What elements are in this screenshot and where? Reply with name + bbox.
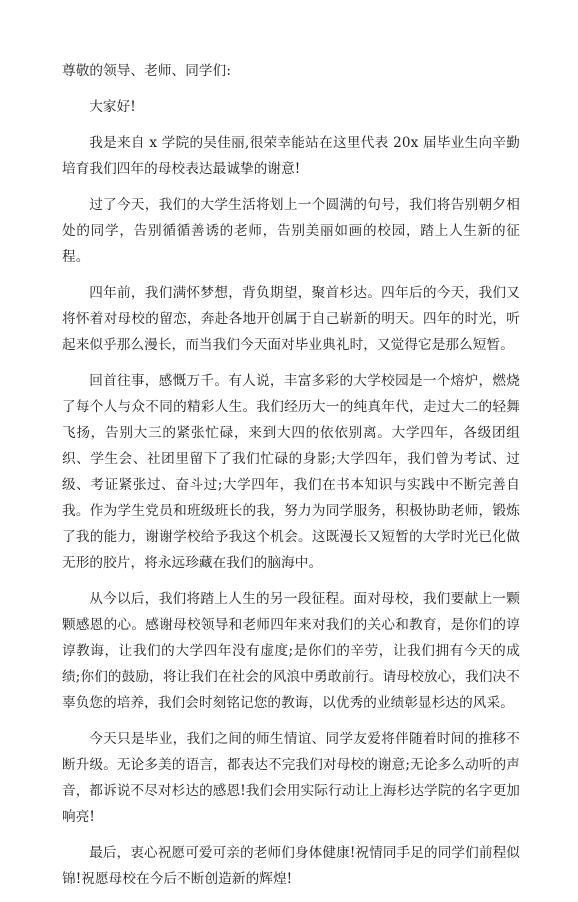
paragraph-gratitude: 从今以后，我们将踏上人生的另一段征程。面对母校，我们要献上一颗颗感恩的心。感谢母校领导和老师四年来对我们的关心和教育，是你们的谆谆教诲，让我们的大学四年没有虚度;是你们的辛劳，让我们拥有今天的成绩;你们的鼓励，将让我们在社会的风浪中勇敢前行。请母校放心，我们决不辜负您的培养，我们会时刻铭记您的教诲，以优秀的业绩彰显杉达的风采。 [62, 591, 520, 711]
paragraph-graduation: 今天只是毕业，我们之间的师生情谊、同学友爱将伴随着时间的推移不断升级。无论多美的语言，都表达不完我们对母校的谢意;无论多么动听的声音，都诉说不尽对杉达的感恩!我们会用实际行动让上海杉达学院的名字更加响亮! [62, 731, 520, 825]
paragraph-greeting: 大家好! [89, 99, 136, 115]
paragraph-farewell: 过了今天，我们的大学生活将划上一个圆满的句号，我们将告别朝夕相处的同学，告别循循善诱的老师，告别美丽如画的校园，踏上人生新的征程。 [62, 197, 520, 265]
paragraph-closing-wishes: 最后，衷心祝愿可爱可亲的老师们身体健康!祝情同手足的同学们前程似锦!祝愿母校在今后不断创造新的辉煌! [62, 845, 520, 887]
paragraph-memories: 回首往事，感慨万千。有人说，丰富多彩的大学校园是一个熔炉，燃烧了每个人与众不同的精彩人生。我们经历大一的纯真年代，走过大二的轻舞飞扬，告别大三的紧张忙碌，来到大四的依依别离。大学四年，各级团组织、学生会、社团里留下了我们忙碌的身影;大学四年，我们曾为考试、过级、考证紧张过、奋斗过;大学四年，我们在书本知识与实践中不断完善自我。作为学生党员和班级班长的我，努力为同学服务，积极协助老师，锻炼了我的能力，谢谢学校给予我这个机会。这既漫长又短暂的大学时光已化做无形的胶片，将永远珍藏在我们的脑海中。 [62, 373, 520, 571]
paragraph-four-years: 四年前，我们满怀梦想，背负期望，聚首杉达。四年后的今天，我们又将怀着对母校的留恋，奔赴各地开创属于自己崭新的明天。四年的时光，听起来似乎那么漫长，而当我们今天面对毕业典礼时，又觉得它是那么短暂。 [62, 285, 520, 353]
salutation: 尊敬的领导、老师、同学们: [62, 63, 232, 79]
document-page [62, 58, 520, 902]
paragraph-introduction: 我是来自 x 学院的吴佳丽,很荣幸能站在这里代表 20x 届毕业生向辛勤培育我们四年的母校表达最诚挚的谢意! [62, 135, 520, 177]
